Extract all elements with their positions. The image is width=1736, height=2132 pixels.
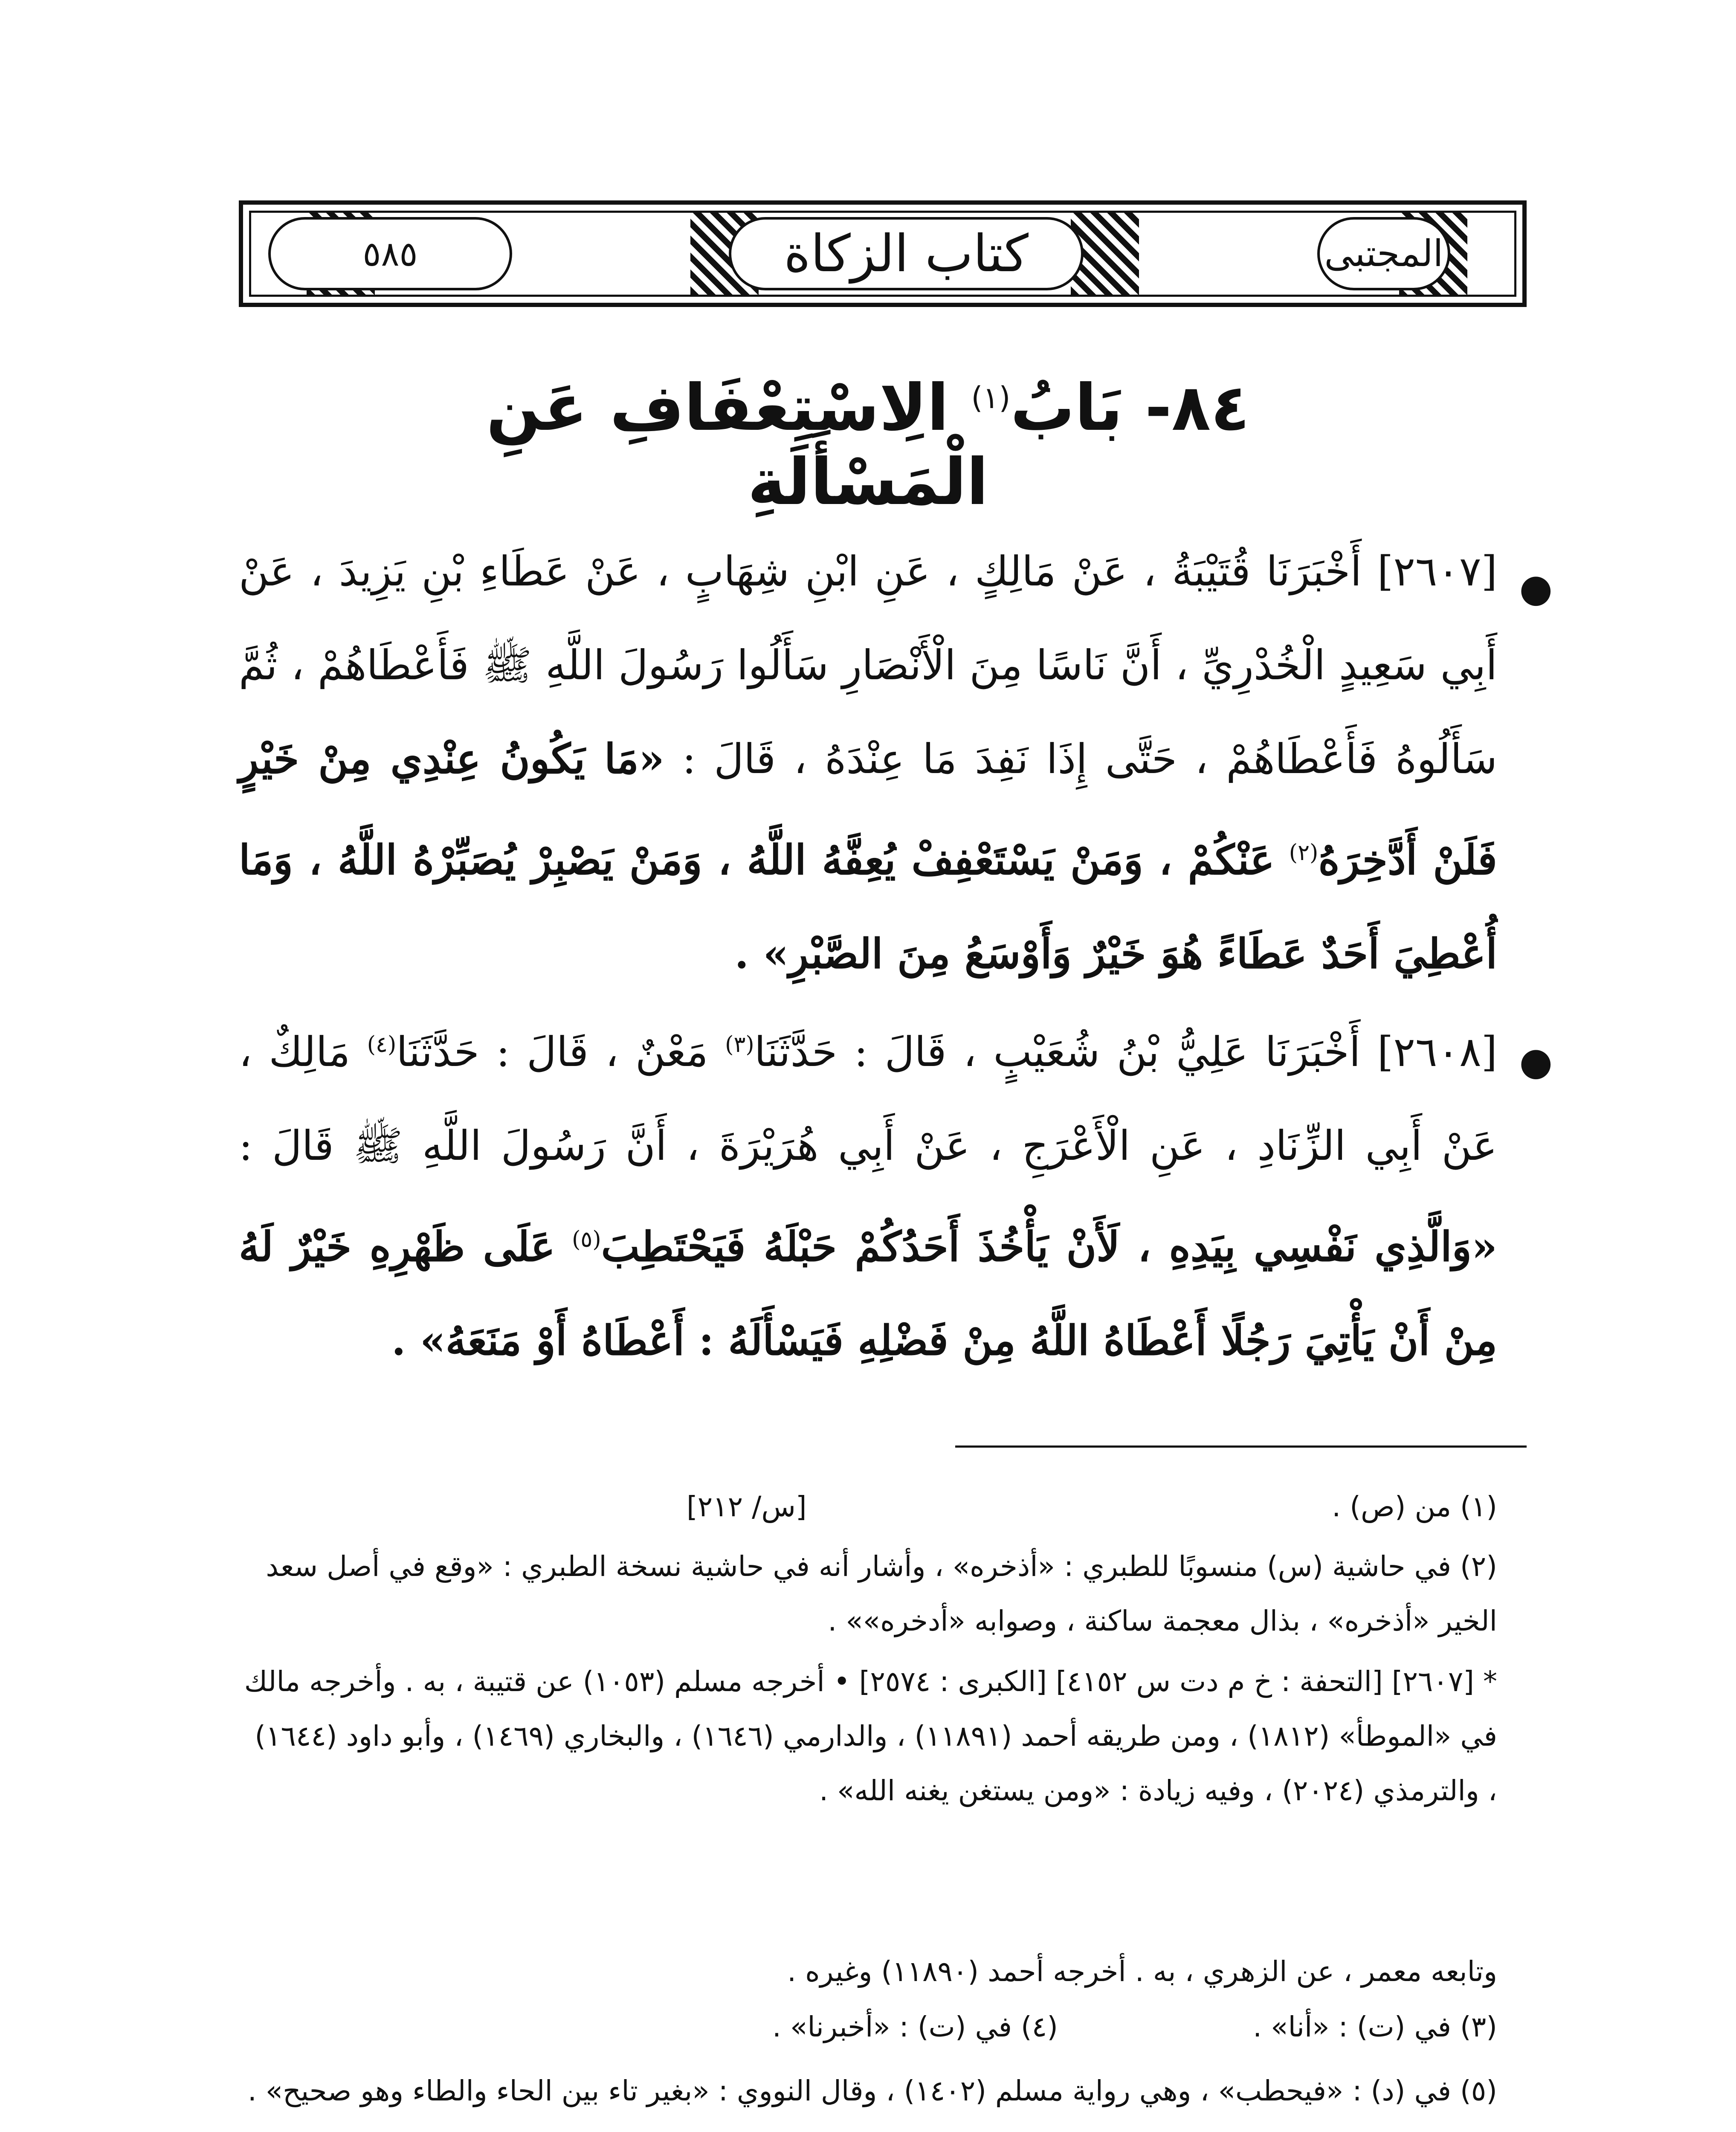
page-reference: [س/ ٢١٢]	[687, 1490, 807, 1523]
matn: «مَا يَكُونُ عِنْدِي مِنْ خَيْرٍ فَلَنْ أَدَّخِرَهُ	[239, 735, 1498, 884]
akhbarana: أَخْبَرَنَا	[1266, 547, 1362, 595]
bullet-icon: ●	[1519, 1039, 1553, 1084]
hadith-paragraph	[239, 524, 1553, 1001]
page-number: ٥٨٥	[268, 217, 512, 290]
footnote: (٢) في حاشية (س) منسوبًا للطبري : «أذخره» ، وأشار أنه في حاشية نسخة الطبري : «وقع في أصل سعد الخير «أذخره» ، بذال معجمة ساكنة ، وصوابه «أدخره»» .	[266, 1550, 1497, 1637]
hadith-number: [٢٦٠٨]	[1377, 1028, 1498, 1076]
footnote-ref: (١)	[971, 380, 1011, 415]
hadith-number: [٢٦٠٧]	[1377, 547, 1498, 595]
footnote-ref: (٥)	[572, 1227, 601, 1252]
work-title: المجتبى	[1317, 217, 1450, 290]
footnote: (٥) في (د) : «فيحطب» ، وهي رواية مسلم (١٤٠٢) ، وقال النووي : «بغير تاء بين الحاء والطاء وهو صحيح» .	[247, 2074, 1497, 2107]
bullet-icon: ●	[1519, 566, 1553, 611]
matn: عَنْكُمْ ، وَمَنْ يَسْتَعْفِفْ يُعِفَّهُ اللَّهُ ، وَمَنْ يَصْبِرْ يُصَبِّرْهُ اللَّهُ ، وَمَا أُعْطِيَ أَحَدٌ عَطَاءً هُوَ خَيْرٌ وَأَوْسَعُ مِنَ الصَّبْرِ» .	[239, 836, 1497, 978]
isnad: قُتَيْبَةُ ، عَنْ مَالِكٍ ، عَنِ ابْنِ شِهَابٍ ، عَنْ عَطَاءِ بْنِ يَزِيدَ ، عَنْ أَبِي سَعِيدٍ الْخُدْرِيِّ ، أَنَّ نَاسًا مِنَ الْأَنْصَارِ سَأَلُوا رَسُولَ اللَّهِ ﷺ فَأَعْطَاهُمْ ، ثُمَّ سَأَلُوهُ فَأَعْطَاهُمْ ، حَتَّى إِذَا نَفِدَ مَا عِنْدَهُ ، قَالَ :	[239, 547, 1498, 783]
footnote-ref: (٣)	[725, 1032, 754, 1057]
footnote-text: (٤) في (ت) : «أخبرنا» .	[772, 2010, 1058, 2043]
footnote-text: (٣) في (ت) : «أنا» .	[1253, 2010, 1497, 2043]
header-frame	[249, 211, 1516, 297]
takhrij-note: وتابعه معمر ، عن الزهري ، به . أخرجه أحمد (١١٨٩٠) وغيره .	[787, 1955, 1497, 1988]
footnote	[239, 1480, 1497, 1534]
book-title: كتاب الزكاة	[729, 217, 1084, 290]
isnad: مَالِكٌ ، عَنْ أَبِي الزِّنَادِ ، عَنِ الْأَعْرَجِ ، عَنْ أَبِي هُرَيْرَةَ ، أَنَّ رَسُولَ اللَّهِ ﷺ قَالَ :	[239, 1028, 1497, 1170]
footnote-ref: (٢)	[1289, 840, 1319, 866]
matn: عَلَى ظَهْرِهِ خَيْرٌ لَهُ مِنْ أَنْ يَأْتِيَ رَجُلًا أَعْطَاهُ اللَّهُ مِنْ فَضْلِهِ فَيَسْأَلَهُ : أَعْطَاهُ أَوْ مَنَعَهُ» .	[239, 1222, 1497, 1364]
chapter-title: الِاسْتِعْفَافِ عَنِ الْمَسْأَلَةِ	[486, 371, 988, 519]
chapter-number: ٨٤-	[1145, 371, 1250, 445]
isnad: عَلِيُّ بْنُ شُعَيْبٍ ، قَالَ : حَدَّثَنَا	[754, 1028, 1249, 1076]
page-header	[239, 200, 1527, 307]
hadith-paragraph	[239, 998, 1553, 1388]
isnad: مَعْنٌ ، قَالَ : حَدَّثَنَا	[396, 1028, 708, 1076]
matn: «وَالَّذِي نَفْسِي بِيَدِهِ ، لَأَنْ يَأْخُذَ أَحَدُكُمْ حَبْلَهُ فَيَحْتَطِبَ	[601, 1222, 1498, 1271]
footnote-ref: (٤)	[367, 1032, 397, 1057]
footnote-divider	[955, 1445, 1527, 1448]
takhrij-note: * [٢٦٠٧] [التحفة : خ م دت س ٤١٥٢] [الكبرى : ٢٥٧٤] • أخرجه مسلم (١٠٥٣) عن قتيبة ، به . وأخرجه مالك في «الموطأ» (١٨١٢) ، ومن طريقه أحمد (١١٨٩١) ، والدارمي (١٦٤٦) ، والبخاري (١٤٦٩) ، وأبو داود (١٦٤٤) ، والترمذي (٢٠٢٤) ، وفيه زيادة : «ومن يستغن يغنه الله» .	[244, 1665, 1497, 1807]
footnote-text: (١) من (ص) .	[1332, 1490, 1497, 1523]
akhbarana: أَخْبَرَنَا	[1265, 1028, 1361, 1076]
chapter-heading	[426, 371, 1310, 519]
chapter-bab: بَابُ	[1010, 371, 1123, 445]
